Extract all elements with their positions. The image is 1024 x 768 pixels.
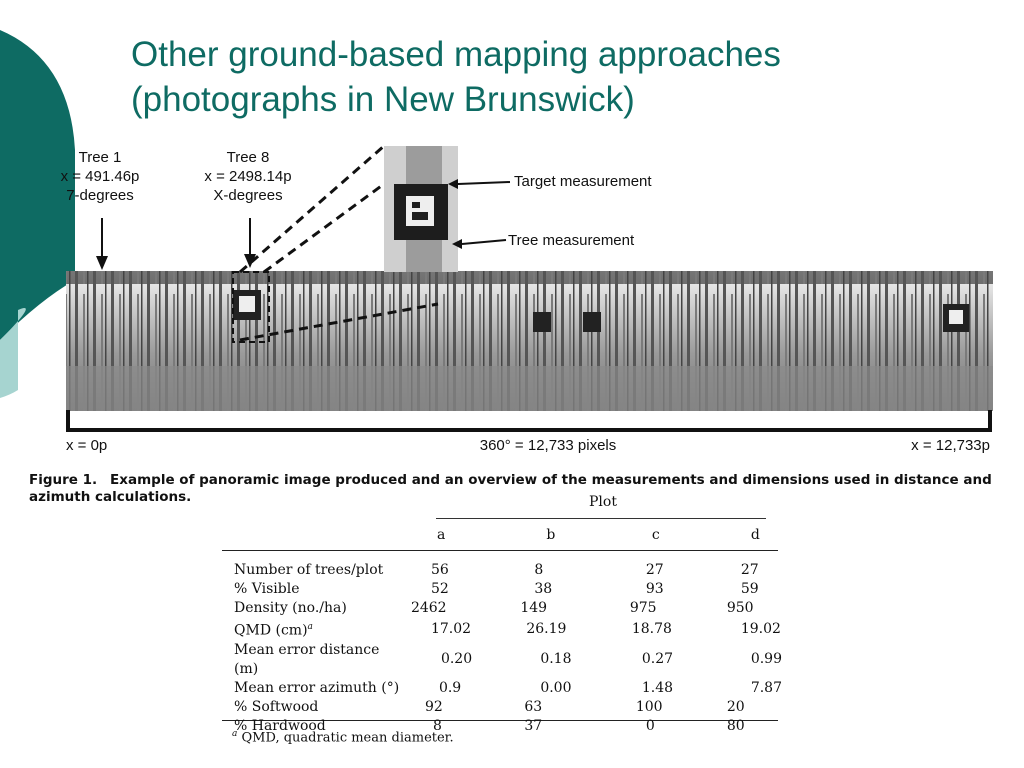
- table-row: [222, 561, 782, 580]
- table-header-row: [222, 526, 782, 545]
- slide-title-line1: Other ground-based mapping approaches: [131, 35, 781, 74]
- panorama-ground: [66, 366, 993, 411]
- table-row: [222, 580, 782, 599]
- table-cell: 0.00: [540, 679, 572, 696]
- figure-caption: [29, 472, 1019, 506]
- tree8-sign-inner: [239, 296, 255, 312]
- row-label: % Visible: [234, 581, 300, 597]
- inset-target-glyph: [412, 202, 420, 208]
- table-row: [222, 618, 782, 641]
- table-cell: 0.99: [750, 651, 782, 668]
- panorama-sign: [533, 312, 551, 332]
- table-cell: 56: [430, 562, 449, 578]
- panorama-figure: [18, 144, 1018, 464]
- panorama-sign-2: [583, 312, 601, 332]
- table-cell: 37: [524, 717, 543, 734]
- tree1-degrees: 7-degrees: [66, 187, 134, 204]
- row-label: Mean error azimuth (°): [234, 679, 400, 696]
- table-cell: 0.9: [438, 679, 462, 696]
- tree1-name: Tree 1: [78, 149, 122, 166]
- table-cell: 27: [740, 562, 759, 578]
- table-cell: 52: [430, 581, 449, 597]
- tree-measurement-label: Tree measurement: [508, 232, 635, 249]
- inset-target-glyph-2: [412, 212, 428, 220]
- table-footnote: [232, 729, 454, 745]
- target-measurement-arrow: [458, 182, 510, 184]
- table-cell: 975: [629, 600, 657, 616]
- table-cell: 17.02: [430, 620, 472, 637]
- table-cell: 0.18: [540, 651, 572, 668]
- table-row: [222, 698, 782, 717]
- table-cell: 63: [524, 698, 543, 715]
- tree8-name: Tree 8: [226, 149, 270, 166]
- table-row: [222, 641, 782, 679]
- tree1-x: x = 491.46p: [60, 168, 140, 185]
- axis-right-label: x = 12,733p: [911, 437, 990, 454]
- table-cell: 8: [432, 717, 442, 734]
- panorama-sign-3-inner: [949, 310, 963, 324]
- axis-mid-label: 360° = 12,733 pixels: [479, 437, 617, 454]
- table-cell: 26.19: [526, 620, 567, 637]
- table-cell: 7.87: [750, 679, 782, 696]
- table-cell: 93: [645, 581, 664, 597]
- slide-title-line2: (photographs in New Brunswick): [131, 80, 635, 119]
- row-label: Number of trees/plot: [234, 562, 384, 578]
- table-cell: 0.20: [440, 651, 473, 668]
- table-cell: 19.02: [740, 620, 781, 637]
- figure-caption-text: Example of panoramic image produced and an overview of the measurements and dimensions used in distance and azimuth calculations.: [29, 472, 992, 505]
- plot-rule: [436, 518, 766, 519]
- table-cell: 2462: [410, 600, 447, 616]
- target-measurement-label: Target measurement: [514, 173, 652, 190]
- figure-caption-label: Figure 1.: [29, 472, 98, 488]
- row-label: % Hardwood: [234, 717, 326, 734]
- table-cell: 20: [726, 698, 745, 715]
- table-cell: 0.27: [641, 651, 674, 668]
- table-row: [222, 599, 782, 618]
- row-label: [222, 618, 405, 641]
- row-label: % Softwood: [234, 698, 319, 715]
- table-cell: 38: [534, 581, 553, 597]
- table-cell: 149: [520, 600, 548, 616]
- column-header: b: [546, 527, 556, 543]
- tree-measurement-arrow: [462, 240, 506, 244]
- axis-left-label: x = 0p: [66, 437, 108, 454]
- tree8-x: x = 2498.14p: [204, 168, 292, 185]
- table-row: [222, 679, 782, 698]
- inset-target-inner: [406, 196, 434, 226]
- table-cell: 59: [740, 581, 759, 597]
- table-cell: 27: [645, 562, 664, 578]
- table-cell: 92: [424, 698, 443, 715]
- column-header: d: [750, 527, 760, 543]
- row-label: Density (no./ha): [234, 600, 347, 616]
- column-header: a: [436, 527, 446, 543]
- row-label: Mean error distance (m): [234, 641, 380, 677]
- table-cell: 100: [635, 698, 663, 715]
- table-cell: 8: [534, 562, 544, 578]
- panorama-bracket: [68, 410, 990, 430]
- slide-title: [131, 32, 1011, 122]
- tree8-degrees: X-degrees: [213, 187, 283, 204]
- plot-caption: Plot: [589, 494, 617, 510]
- column-header: c: [651, 527, 660, 543]
- row-label-text: QMD (cm): [234, 622, 308, 639]
- footnote-marker: a: [307, 622, 313, 632]
- table-cell: 1.48: [641, 679, 674, 696]
- table-cell: 18.78: [631, 620, 672, 637]
- footnote-text: QMD, quadratic mean diameter.: [241, 730, 454, 746]
- table-cell: 80: [726, 717, 745, 734]
- table-cell: 0: [645, 717, 655, 734]
- header-empty: [222, 526, 405, 545]
- table-cell: 950: [726, 600, 754, 616]
- tree1-arrow-head: [96, 256, 108, 270]
- footnote-mark: a: [232, 729, 238, 739]
- plot-table-grid: [222, 526, 782, 736]
